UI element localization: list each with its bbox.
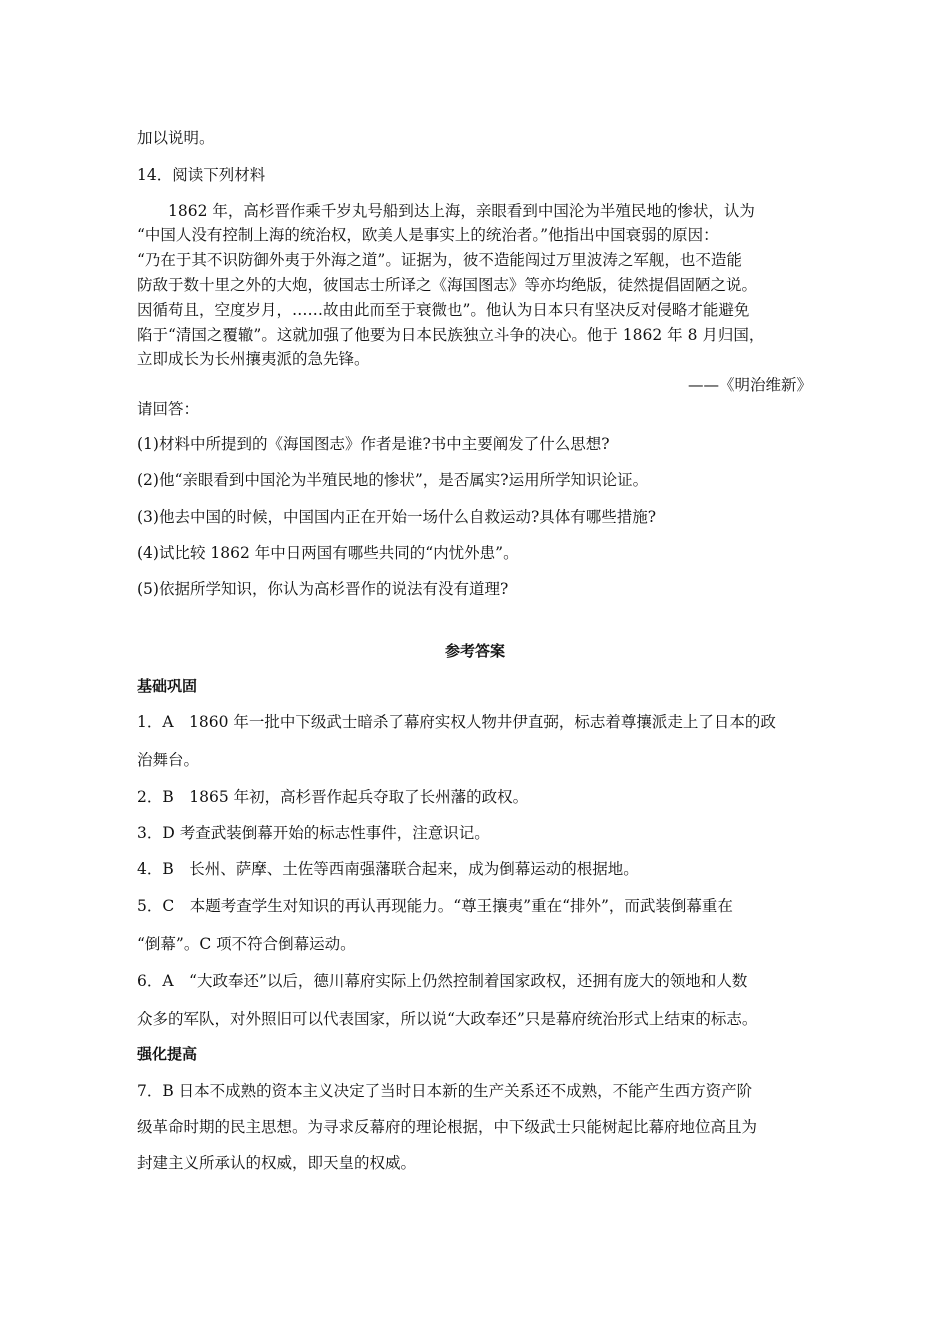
answer-item: 2．B 1865 年初，高杉晋作起兵夺取了长州藩的政权。	[137, 788, 529, 806]
answers-title: 参考答案	[444, 642, 505, 660]
continuation-text: 加以说明。	[137, 129, 215, 147]
answer-item: 1．A 1860 年一批中下级武士暗杀了幕府实权人物井伊直弼，标志着尊攘派走上了日本的政	[137, 713, 776, 731]
material-line: 1862 年，高杉晋作乘千岁丸号船到达上海，亲眼看到中国沦为半殖民地的惨状，认为	[168, 202, 755, 220]
sub-question: (4)试比较 1862 年中日两国有哪些共同的“内忧外患”。	[137, 544, 519, 562]
material-line: 陷于“清国之覆辙”。这就加强了他要为日本民族独立斗争的决心。他于 1862 年 8 月归国，	[137, 326, 765, 344]
answer-item: 3．D 考查武装倒幕开始的标志性事件，注意识记。	[137, 824, 490, 842]
sub-question: (2)他“亲眼看到中国沦为半殖民地的惨状”，是否属实?运用所学知识论证。	[137, 471, 649, 489]
material-line: 因循苟且，空度岁月，……故由此而至于衰微也”。他认为日本只有坚决反对侵略才能避免	[137, 301, 750, 319]
sub-question: (1)材料中所提到的《海国图志》作者是谁?书中主要阐发了什么思想?	[137, 435, 610, 453]
section-heading-basic: 基础巩固	[137, 677, 198, 695]
answer-item: “倒幕”。C 项不符合倒幕运动。	[137, 935, 356, 953]
answer-item: 级革命时期的民主思想。为寻求反幕府的理论根据，中下级武士只能树起比幕府地位高且为	[137, 1118, 758, 1136]
material-line: 防敌于数十里之外的大炮，彼国志士所译之《海国图志》等亦均绝版，徒然提倡固陋之说。	[137, 276, 758, 294]
answer-item: 封建主义所承认的权威，即天皇的权威。	[137, 1154, 417, 1172]
section-heading-advanced: 强化提高	[137, 1045, 198, 1063]
sub-question: (5)依据所学知识，你认为高杉晋作的说法有没有道理?	[137, 580, 509, 598]
question-14-title: 14．阅读下列材料	[137, 166, 266, 184]
answer-item: 5．C 本题考查学生对知识的再认再现能力。“尊王攘夷”重在“排外”，而武装倒幕重在	[137, 897, 733, 915]
answer-item: 众多的军队，对外照旧可以代表国家，所以说“大政奉还”只是幕府统治形式上结束的标志。	[137, 1010, 758, 1028]
material-line: “乃在于其不识防御外夷于外海之道”。证据为，彼不造能闯过万里波涛之军舰，也不造能	[137, 251, 742, 269]
material-line: “中国人没有控制上海的统治权，欧美人是事实上的统治者。”他指出中国衰弱的原因：	[137, 226, 719, 244]
answer-item: 4．B 长州、萨摩、土佐等西南强藩联合起来，成为倒幕运动的根据地。	[137, 860, 639, 878]
material-source: ——《明治维新》	[687, 376, 812, 394]
sub-question: (3)他去中国的时候，中国国内正在开始一场什么自救运动?具体有哪些措施?	[137, 508, 657, 526]
answer-item: 治舞台。	[137, 751, 200, 769]
answer-item: 7．B 日本不成熟的资本主义决定了当时日本新的生产关系还不成熟，不能产生西方资产阶	[137, 1082, 753, 1100]
material-line: 立即成长为长州攘夷派的急先锋。	[137, 350, 370, 368]
answer-prompt: 请回答：	[137, 400, 200, 418]
answer-item: 6．A “大政奉还”以后，德川幕府实际上仍然控制着国家政权，还拥有庞大的领地和人数	[137, 972, 748, 990]
